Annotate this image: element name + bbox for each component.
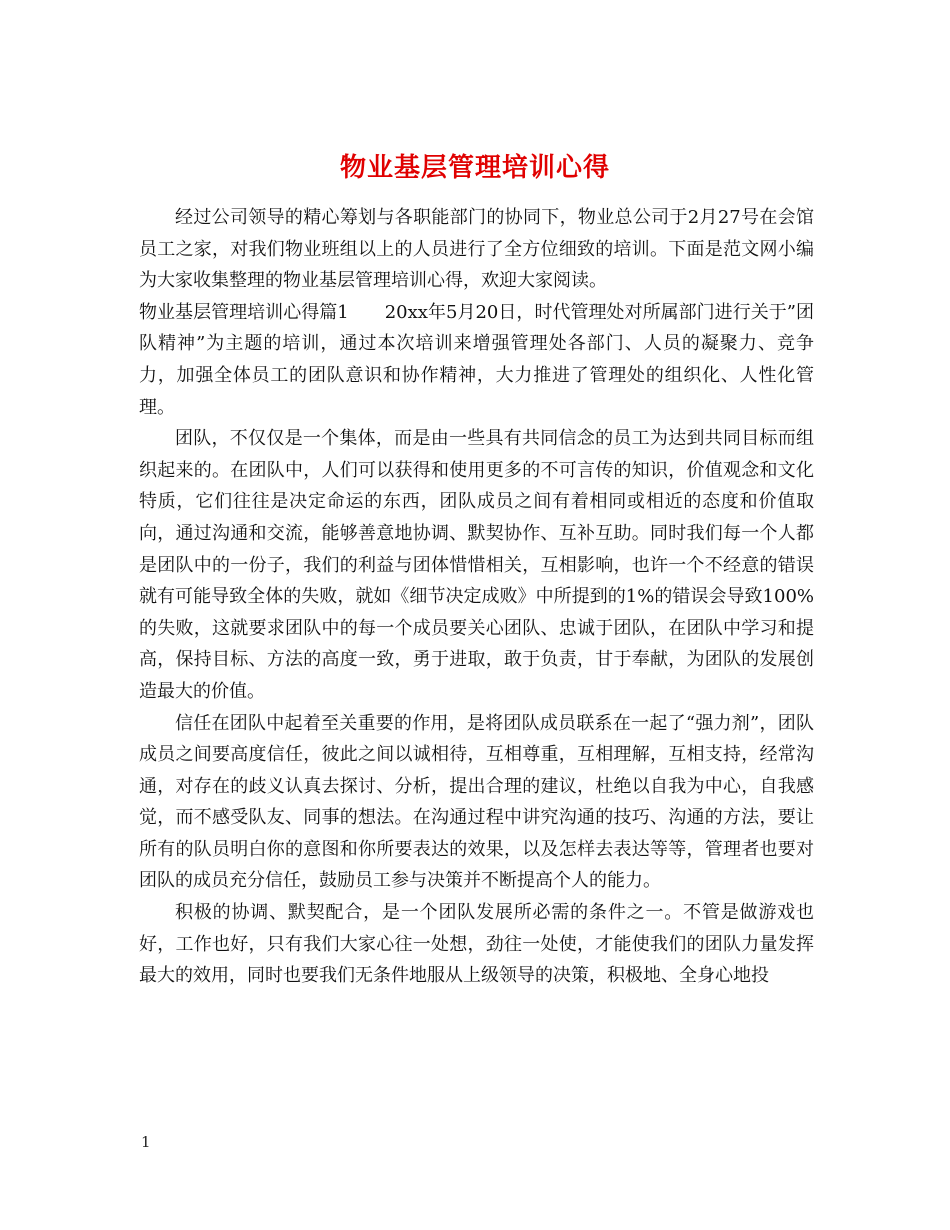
document-title: 物业基层管理培训心得 [339, 153, 610, 184]
page-number: 1 [141, 1133, 151, 1151]
paragraph-coordination: 积极的协调、默契配合，是一个团队发展所必需的条件之一。不管是做游戏也好，工作也好，只有我们大家心往一处想，劲往一处使，才能使我们的团队力量发挥最大的效用，同时也要我们无条件地服从上级领导的决策，积极地、全身心地投 [139, 902, 814, 987]
document-body [139, 202, 814, 992]
section-text: 20xx年5月20日，时代管理处对所属部门进行关于”团队精神”为主题的培训，通过本次培训来增强管理处各部门、人员的凝聚力、竞争力，加强全体员工的团队意识和协作精神，大力推进了管理处的组织化、人性化管理。 [139, 301, 815, 418]
section-paragraph [139, 297, 814, 423]
paragraph-intro: 经过公司领导的精心筹划与各职能部门的协同下，物业总公司于2月27号在会馆员工之家，对我们物业班组以上的人员进行了全方位细致的培训。下面是范文网小编为大家收集整理的物业基层管理培训心得，欢迎大家阅读。 [139, 207, 814, 292]
paragraph-trust: 信任在团队中起着至关重要的作用，是将团队成员联系在一起了“强力剂”，团队成员之间要高度信任，彼此之间以诚相待，互相尊重，互相理解，互相支持，经常沟通，对存在的歧义认真去探讨、分析，提出合理的建议，杜绝以自我为中心，自我感觉，而不感受队友、同事的想法。在沟通过程中讲究沟通的技巧、沟通的方法，要让所有的队员明白你的意图和你所要表达的效果，以及怎样去表达等等，管理者也要对团队的成员充分信任，鼓励员工参与决策并不断提高个人的能力。 [139, 712, 814, 892]
section-heading: 物业基层管理培训心得篇1 [139, 301, 349, 323]
paragraph-team: 团队，不仅仅是一个集体，而是由一些具有共同信念的员工为达到共同目标而组织起来的。在团队中，人们可以获得和使用更多的不可言传的知识，价值观念和文化特质，它们往往是决定命运的东西，团队成员之间有着相同或相近的态度和价值取向，通过沟通和交流，能够善意地协调、默契协作、互补互助。同时我们每一个人都是团队中的一份子，我们的利益与团体惜惜相关，互相影响，也许一个不经意的错误就有可能导致全体的失败，就如《细节决定成败》中所提到的1%的错误会导致100%的失败，这就要求团队中的每一个成员要关心团队、忠诚于团队，在团队中学习和提高，保持目标、方法的高度一致，勇于进取，敢于负责，甘于奉献，为团队的发展创造最大的价值。 [139, 428, 814, 702]
